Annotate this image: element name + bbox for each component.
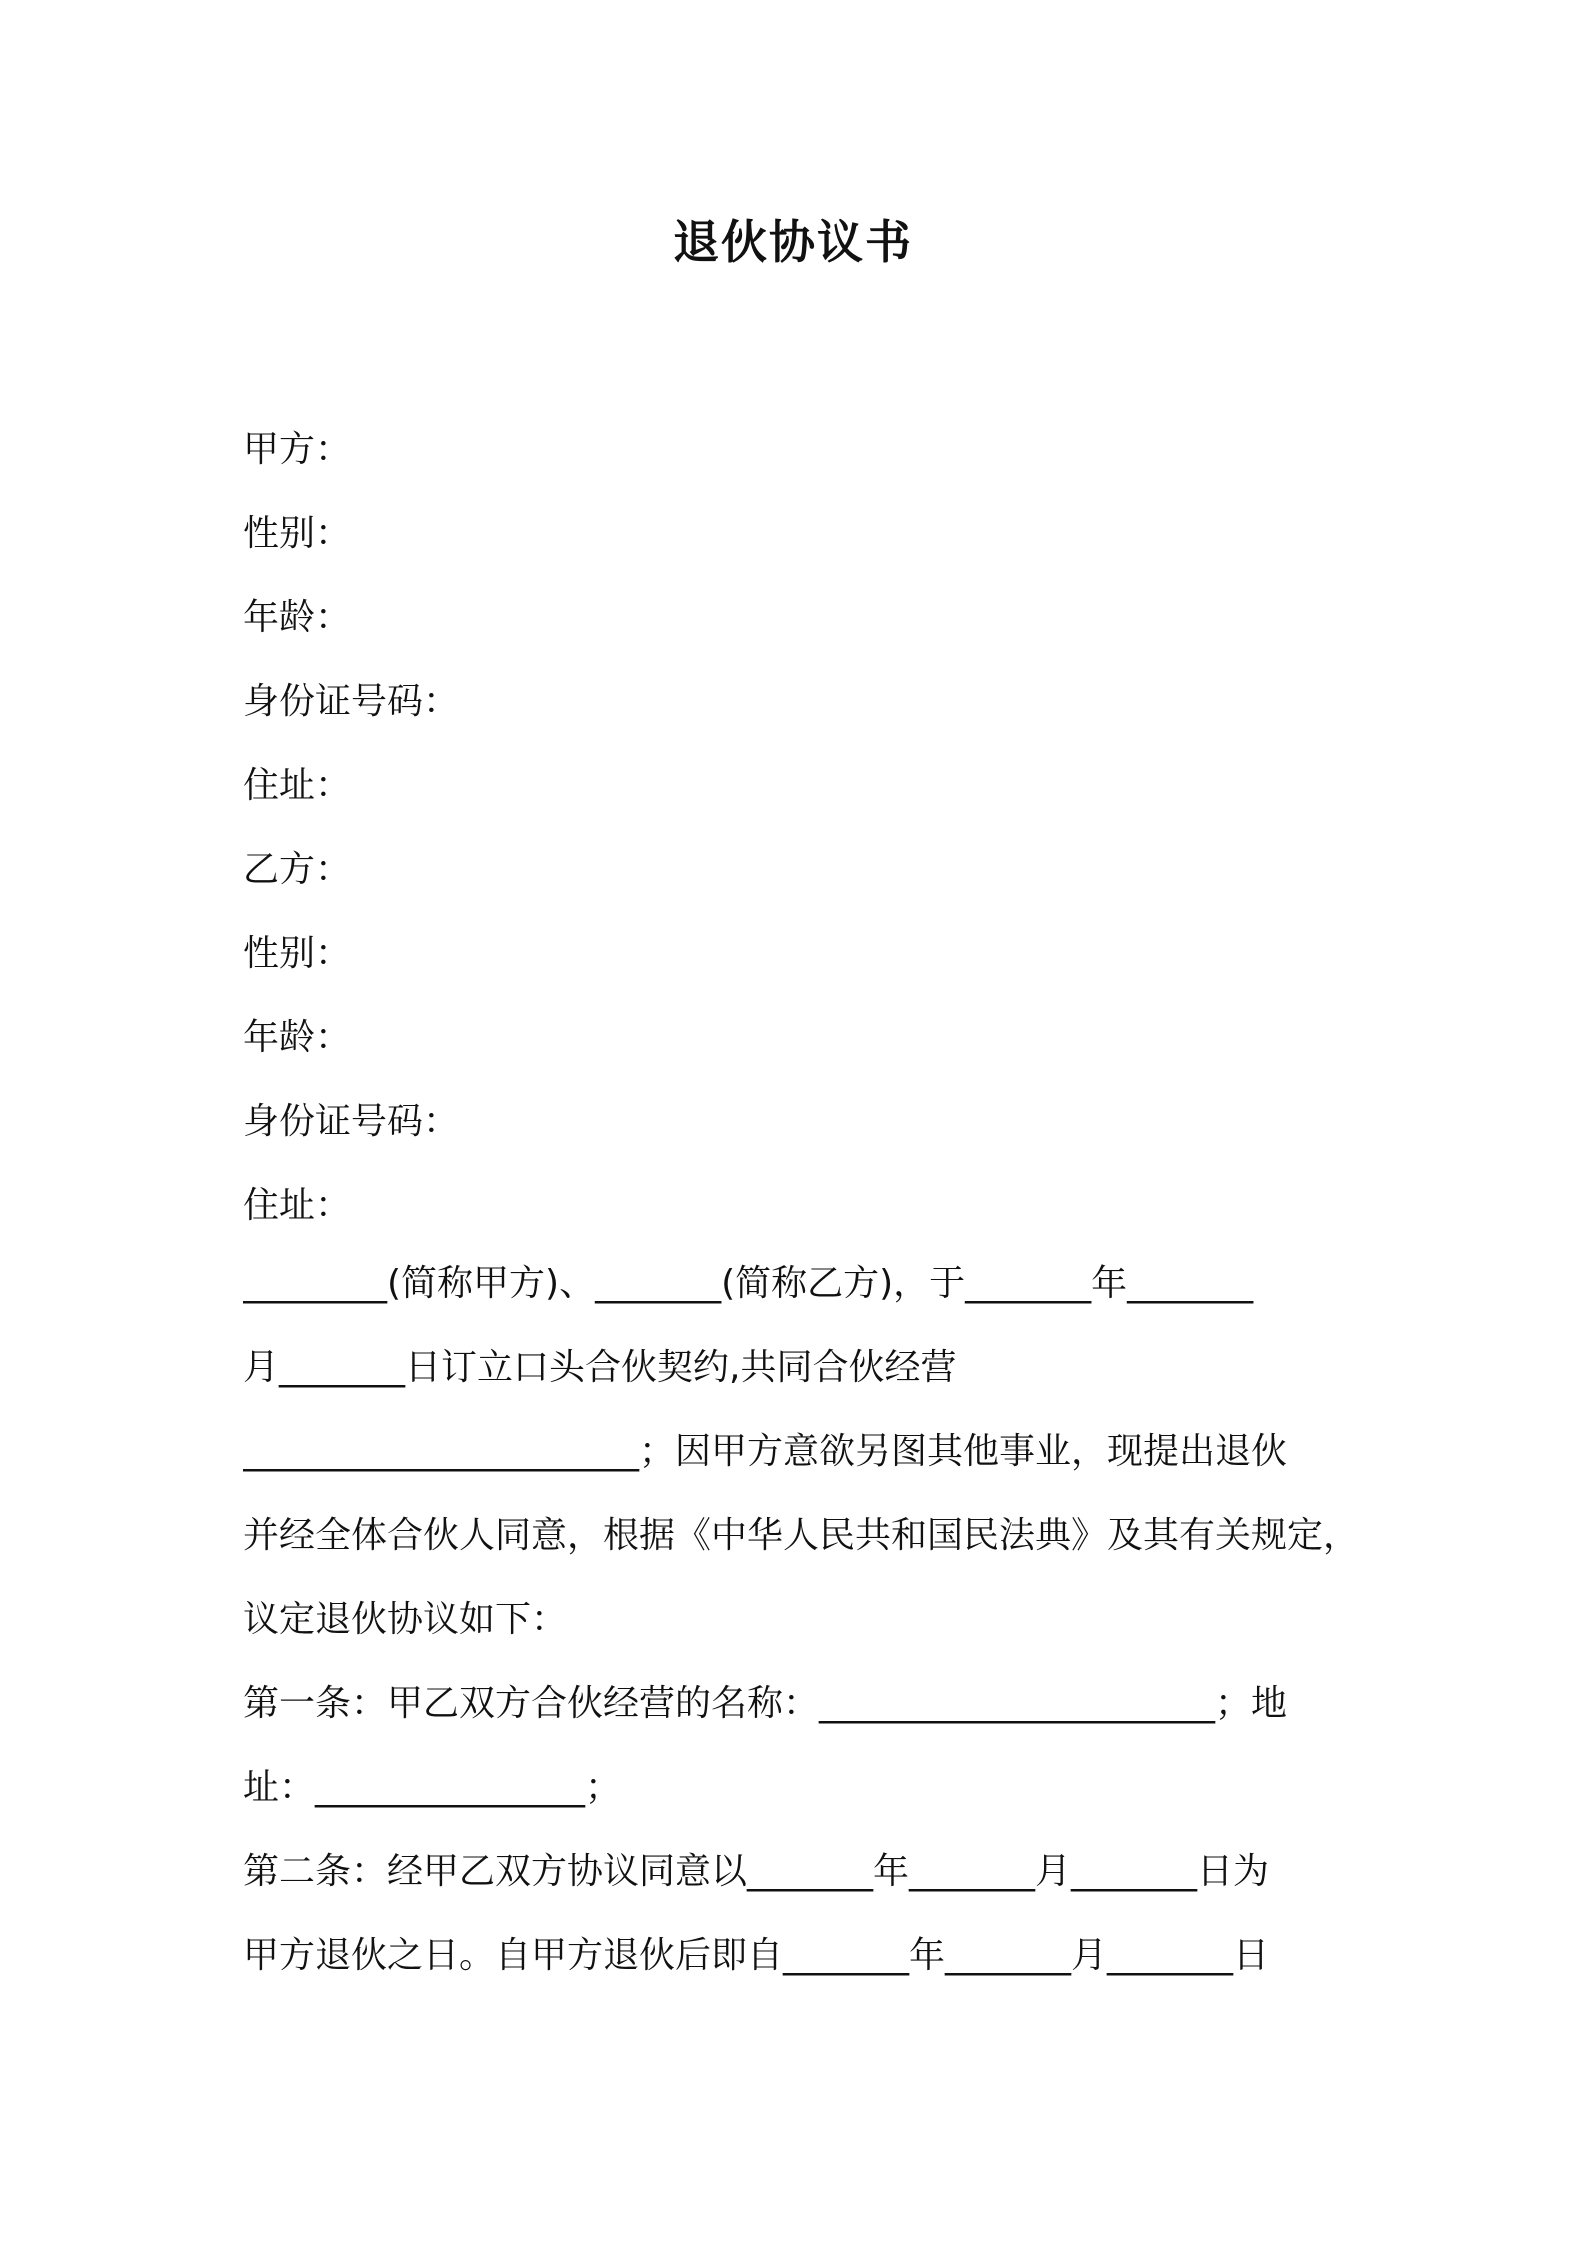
party-b-gender-label: 性别：: [243, 933, 352, 974]
party-b-age-label: 年龄：: [243, 1017, 352, 1058]
body-line: 月_______日订立口头合伙契约,共同合伙经营: [243, 1347, 957, 1388]
body-line: 议定退伙协议如下：: [243, 1599, 568, 1640]
party-b-id-number-label: 身份证号码：: [243, 1101, 460, 1142]
party-b-label: 乙方：: [243, 849, 352, 890]
article-1-line: 址：_______________；: [243, 1767, 622, 1808]
party-a-age-label: 年龄：: [243, 597, 352, 638]
agreement-body: [243, 1242, 1363, 1998]
party-a-gender-label: 性别：: [243, 513, 352, 554]
document-title: 退伙协议书: [673, 215, 913, 269]
body-line: ______________________；因甲方意欲另图其他事业，现提出退伙: [243, 1431, 1288, 1472]
article-1-line: 第一条：甲乙双方合伙经营的名称：______________________；地: [243, 1683, 1288, 1724]
body-line: ________(简称甲方)、_______(简称乙方)，于_______年_______: [243, 1263, 1254, 1304]
article-2-line: 第二条：经甲乙双方协议同意以_______年_______月_______日为: [243, 1851, 1270, 1892]
article-2-line: 甲方退伙之日。自甲方退伙后即自_______年_______月_______日: [243, 1935, 1270, 1976]
party-info-list: [243, 408, 1363, 1248]
party-a-id-number-label: 身份证号码：: [243, 681, 460, 722]
party-a-label: 甲方：: [243, 429, 352, 470]
body-line: 并经全体合伙人同意，根据《中华人民共和国民法典》及其有关规定，: [243, 1515, 1360, 1556]
party-b-address-label: 住址：: [243, 1185, 352, 1226]
party-a-address-label: 住址：: [243, 765, 352, 806]
